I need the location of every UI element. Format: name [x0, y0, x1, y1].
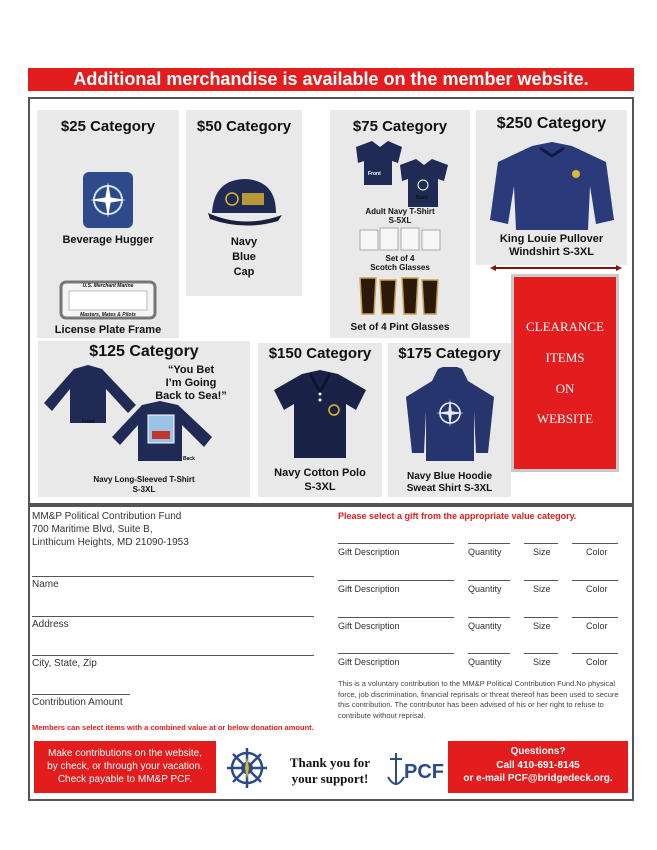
quote-line-3: Back to Sea!”	[155, 390, 227, 402]
pullover-label-1: King Louie Pullover	[499, 233, 604, 245]
gift-description-label: Gift Description	[338, 657, 400, 667]
pint-glasses-image	[358, 276, 442, 316]
color-label: Color	[586, 621, 608, 631]
longsleeve-front-tag: Front	[82, 419, 95, 425]
card-175-title: $175 Category	[398, 345, 501, 362]
size-field[interactable]	[524, 543, 558, 544]
card-75-title: $75 Category	[352, 118, 448, 135]
fund-address-line-2: 700 Maritime Blvd, Suite B,	[32, 524, 153, 535]
clearance-sign	[511, 274, 619, 472]
scotch-label-1: Set of 4	[385, 254, 415, 263]
contribution-amount-label: Contribution Amount	[32, 697, 123, 708]
hoodie-label-2: Sweat Shirt S-3XL	[406, 483, 493, 494]
clearance-line-4: WEBSITE	[536, 411, 594, 426]
navy-tshirt-image	[350, 141, 454, 211]
polo-label-1: Navy Cotton Polo	[274, 467, 366, 479]
size-field[interactable]	[524, 653, 558, 654]
beverage-hugger-image	[79, 170, 137, 230]
questions-title: Questions?	[510, 746, 566, 757]
card-125-title: $125 Category	[89, 343, 199, 360]
thanks-line-2: your support!	[291, 771, 369, 787]
quantity-field[interactable]	[468, 617, 510, 618]
questions-box	[448, 741, 628, 793]
gift-description-label: Gift Description	[338, 621, 400, 631]
contribute-line-1: Make contributions on the website,	[48, 748, 202, 759]
address-label: Address	[32, 619, 69, 630]
color-label: Color	[586, 584, 608, 594]
quantity-field[interactable]	[468, 580, 510, 581]
gift-selection-header: Please select a gift from the appropriate value category.	[338, 511, 577, 521]
tshirt-label-1: Adult Navy T-Shirt	[365, 207, 435, 216]
thank-you-text	[280, 755, 380, 788]
card-175	[388, 343, 511, 497]
scotch-label-2: Scotch Glasses	[370, 263, 430, 272]
quantity-label: Quantity	[468, 621, 502, 631]
shirt-back-tag: Back	[416, 195, 428, 201]
navy-cap-label-3: Cap	[233, 266, 255, 278]
clearance-line-2: ITEMS	[545, 350, 585, 365]
scotch-glasses-image	[358, 226, 442, 252]
size-field[interactable]	[524, 617, 558, 618]
contribute-info-box	[34, 741, 216, 793]
license-plate-frame-label: License Plate Frame	[54, 324, 162, 336]
plate-top-text: U.S. Merchant Marine	[82, 283, 134, 289]
card-150	[258, 343, 382, 497]
clearance-rod	[490, 265, 622, 271]
color-field[interactable]	[572, 653, 618, 654]
longsleeve-back-tag: Back	[183, 456, 195, 462]
card-250	[476, 110, 627, 265]
quantity-label: Quantity	[468, 547, 502, 557]
merchandise-banner: Additional merchandise is available on the member website.	[28, 68, 634, 91]
size-label: Size	[533, 621, 551, 631]
color-field[interactable]	[572, 543, 618, 544]
longsleeve-label-1: Navy Long-Sleeved T-Shirt	[93, 475, 195, 484]
polo-label-2: S-3XL	[304, 481, 336, 493]
quantity-field[interactable]	[468, 543, 510, 544]
contribution-form	[28, 505, 634, 801]
color-field[interactable]	[572, 617, 618, 618]
questions-email[interactable]: or e-mail PCF@bridgedeck.org.	[463, 773, 613, 784]
card-50	[186, 110, 302, 296]
pint-glasses-label: Set of 4 Pint Glasses	[350, 322, 450, 333]
city-state-zip-field[interactable]	[32, 655, 314, 656]
size-label: Size	[533, 584, 551, 594]
beverage-hugger-label: Beverage Hugger	[62, 234, 154, 246]
size-label: Size	[533, 547, 551, 557]
members-note: Members can select items with a combined value at or below donation amount.	[32, 723, 314, 732]
card-150-title: $150 Category	[268, 345, 372, 362]
pullover-label-2: Windshirt S-3XL	[509, 246, 594, 258]
contribution-amount-field[interactable]	[32, 694, 130, 695]
hoodie-label-1: Navy Blue Hoodie	[406, 471, 493, 482]
pullover-image	[488, 140, 616, 232]
pcf-logo-text: PCF	[404, 761, 444, 783]
gift-description-field[interactable]	[338, 543, 454, 544]
gift-description-field[interactable]	[338, 617, 454, 618]
thanks-line-1: Thank you for	[289, 755, 371, 770]
voluntary-disclaimer: This is a voluntary contribution to the MM&P Political Contribution Fund.No physical force, job discrimination, financial reprisals or threat thereof has been used to secure this contribution. The contributor has been advised of his or her right to refuse to contribute without reprisal.	[338, 679, 619, 720]
size-field[interactable]	[524, 580, 558, 581]
name-label: Name	[32, 579, 59, 590]
address-field[interactable]	[32, 616, 314, 617]
card-25-title: $25 Category	[60, 118, 156, 135]
contribute-line-2: by check, or through your vacation.	[47, 761, 203, 772]
color-label: Color	[586, 547, 608, 557]
quote-line-2: I’m Going	[165, 377, 217, 389]
quote-line-1: “You Bet	[167, 364, 215, 376]
navy-cap-label-1: Navy	[230, 236, 258, 248]
fund-address-line-3: Linthicum Heights, MD 21090-1953	[32, 537, 189, 548]
card-250-title: $250 Category	[496, 115, 607, 132]
gift-description-label: Gift Description	[338, 547, 400, 557]
navy-cap-image	[204, 173, 284, 229]
card-25	[37, 110, 179, 338]
quantity-label: Quantity	[468, 584, 502, 594]
plate-bottom-text: Masters, Mates & Pilots	[80, 312, 136, 318]
pcf-anchor-logo-icon	[386, 751, 406, 791]
color-field[interactable]	[572, 580, 618, 581]
city-state-zip-label: City, State, Zip	[32, 658, 97, 669]
clearance-line-1: CLEARANCE	[526, 319, 604, 334]
questions-phone[interactable]: Call 410-691-8145	[496, 759, 580, 771]
shirt-front-tag: Front	[368, 171, 381, 177]
longsleeve-label-2: S-3XL	[132, 485, 156, 494]
quantity-label: Quantity	[468, 657, 502, 667]
tshirt-label-2: S-5XL	[388, 216, 412, 225]
color-label: Color	[586, 657, 608, 667]
gift-description-label: Gift Description	[338, 584, 400, 594]
gift-description-field[interactable]	[338, 580, 454, 581]
size-label: Size	[533, 657, 551, 667]
card-50-title: $50 Category	[196, 118, 292, 135]
clearance-line-3: ON	[555, 381, 575, 396]
contribute-line-3: Check payable to MM&P PCF.	[57, 774, 193, 785]
name-field[interactable]	[32, 576, 314, 577]
fund-address-line-1: MM&P Political Contribution Fund	[32, 511, 182, 522]
navy-hoodie-image	[402, 367, 498, 463]
quantity-field[interactable]	[468, 653, 510, 654]
navy-cap-label-2: Blue	[232, 251, 256, 263]
card-125	[38, 341, 250, 497]
longsleeve-back-image	[110, 401, 214, 461]
navy-polo-image	[272, 370, 368, 458]
card-75	[330, 110, 470, 338]
gift-description-field[interactable]	[338, 653, 454, 654]
ships-wheel-logo-icon	[226, 747, 268, 789]
